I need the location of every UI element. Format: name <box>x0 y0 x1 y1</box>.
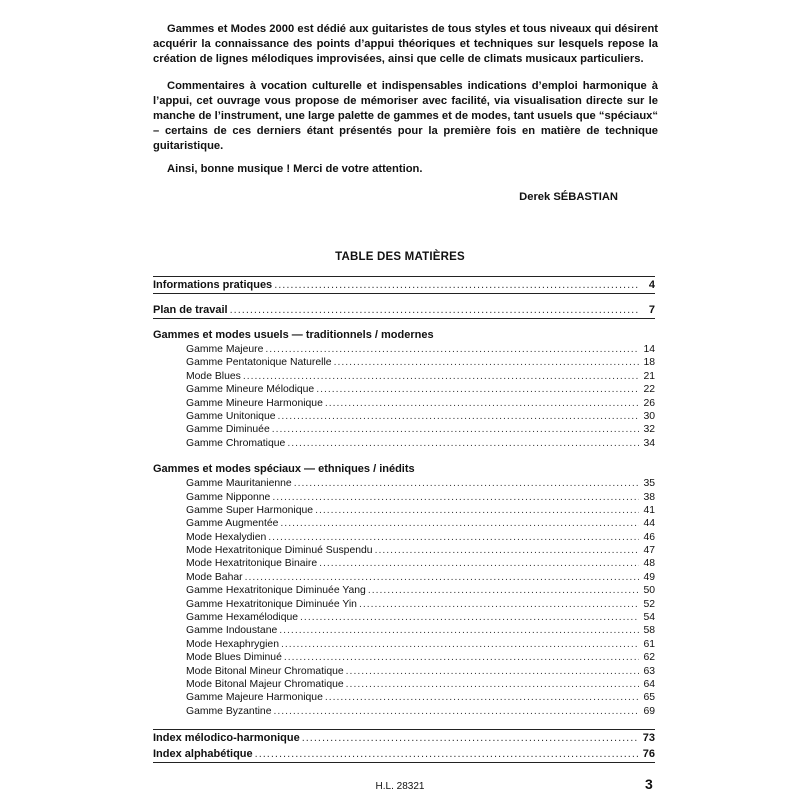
section-header-usuels: Gammes et modes usuels — traditionnels / modernes <box>153 329 434 341</box>
dot-leader <box>294 477 639 490</box>
toc-entry <box>153 705 655 718</box>
toc-entry-label: Mode Bahar <box>186 571 243 583</box>
toc-entry-page: 48 <box>643 558 655 570</box>
dot-leader <box>375 544 639 557</box>
toc-entry <box>153 678 655 691</box>
toc-entry <box>153 410 655 423</box>
dot-leader <box>280 517 639 530</box>
toc-entry-page: 26 <box>643 397 655 409</box>
toc-entry-page: 58 <box>643 625 655 637</box>
toc-entry <box>153 531 655 544</box>
toc-entry-label: Mode Blues Diminué <box>186 652 282 664</box>
toc-entry-page: 38 <box>643 491 655 503</box>
intro-text-3: Ainsi, bonne musique ! Merci de votre attention. <box>167 163 423 175</box>
toc-entry-label: Index alphabétique <box>153 748 253 761</box>
toc-entry <box>153 423 655 436</box>
dot-leader <box>319 557 639 570</box>
toc-entry-label: Plan de travail <box>153 304 228 316</box>
intro-paragraph-1 <box>153 22 658 67</box>
toc-entry-page: 61 <box>643 638 655 650</box>
toc-entry <box>153 651 655 664</box>
dot-leader <box>359 598 639 611</box>
divider <box>153 762 655 763</box>
toc-entry <box>153 691 655 704</box>
toc-entry-label: Gamme Pentatonique Naturelle <box>186 357 332 369</box>
toc-entry-page: 14 <box>643 344 655 355</box>
section-list-usuels <box>153 343 655 450</box>
dot-leader <box>279 624 639 637</box>
toc-entry-label: Gamme Majeure Harmonique <box>186 692 323 704</box>
toc-entry <box>153 383 655 396</box>
dot-leader <box>278 410 639 423</box>
toc-entry-label: Gamme Chromatique <box>186 437 286 449</box>
toc-entry <box>153 665 655 678</box>
toc-entry-label: Mode Hexatritonique Binaire <box>186 558 318 570</box>
toc-entry <box>153 544 655 557</box>
toc-entry-label: Mode Hexalydien <box>186 531 267 543</box>
toc-entry-page: 7 <box>648 304 655 316</box>
page-number: 3 <box>645 776 653 792</box>
toc-entry-page: 73 <box>642 732 655 745</box>
toc-title: TABLE DES MATIÈRES <box>335 251 465 263</box>
toc-entry-label: Gamme Hexamélodique <box>186 612 299 624</box>
dot-leader <box>316 383 639 396</box>
dot-leader <box>274 277 639 293</box>
intro-paragraph-2 <box>153 79 658 154</box>
toc-entry <box>153 517 655 530</box>
toc-entry <box>153 477 655 490</box>
toc-entry-plan-de-travail <box>153 302 655 318</box>
dot-leader <box>287 437 639 450</box>
dot-leader <box>273 705 639 718</box>
toc-entry-label: Gamme Mineure Harmonique <box>186 397 323 409</box>
toc-entry-page: 54 <box>643 612 655 624</box>
dot-leader <box>272 491 639 504</box>
toc-entry-label: Mode Blues <box>186 370 241 382</box>
intro-text-2: Commentaires à vocation culturelle et indispensables indications d’emploi harmonique à l’appui, cet ouvrage vous propose de mémoriser avec facilité, via visualisation directe sur le manche de l’instrument, une large palette de gammes et de modes, tant usuels que “spéciaux“ – certains de ces derniers étant présentés pour la première fois en matière de technique guitaristique. <box>153 80 658 152</box>
toc-entry-page: 34 <box>643 437 655 449</box>
toc-entry-page: 46 <box>643 531 655 543</box>
dot-leader <box>346 665 639 678</box>
toc-entry-label: Informations pratiques <box>153 279 273 291</box>
author-signature: Derek SÉBASTIAN <box>519 191 618 203</box>
toc-entry-page: 69 <box>643 705 655 717</box>
toc-entry <box>153 356 655 369</box>
toc-entry <box>153 370 655 383</box>
dot-leader <box>325 691 639 704</box>
toc-entry-label: Gamme Mineure Mélodique <box>186 384 315 396</box>
toc-entry-page: 62 <box>643 652 655 664</box>
toc-entry-label: Gamme Augmentée <box>186 518 279 530</box>
toc-entry <box>153 638 655 651</box>
dot-leader <box>284 651 639 664</box>
toc-entry-page: 76 <box>642 748 655 761</box>
dot-leader <box>268 531 639 544</box>
intro-paragraph-3 <box>153 162 658 177</box>
toc-entry-page: 4 <box>648 279 655 291</box>
dot-leader <box>368 584 639 597</box>
toc-entry-label: Gamme Byzantine <box>186 705 272 717</box>
toc-entry-label: Gamme Mauritanienne <box>186 478 292 490</box>
dot-leader <box>230 302 639 318</box>
dot-leader <box>281 638 639 651</box>
toc-entry-page: 35 <box>643 478 655 490</box>
footer-code: H.L. 28321 <box>375 781 425 792</box>
dot-leader <box>334 356 639 369</box>
toc-entry-page: 32 <box>643 424 655 436</box>
toc-entry-page: 44 <box>643 518 655 530</box>
toc-entry-page: 64 <box>643 678 655 690</box>
toc-entry <box>153 504 655 517</box>
dot-leader <box>346 678 639 691</box>
toc-entry <box>153 437 655 450</box>
dot-leader <box>245 571 639 584</box>
toc-entry <box>153 491 655 504</box>
toc-entry-page: 41 <box>643 504 655 516</box>
toc-entry-label: Index mélodico-harmonique <box>153 732 300 745</box>
toc-entry <box>153 584 655 597</box>
table-of-contents <box>153 276 655 763</box>
toc-entry-label: Gamme Nipponne <box>186 491 271 503</box>
dot-leader <box>243 370 639 383</box>
toc-entry-label: Gamme Indoustane <box>186 625 278 637</box>
toc-entry-page: 21 <box>643 370 655 382</box>
toc-entry-label: Gamme Unitonique <box>186 410 276 422</box>
toc-entry-label: Gamme Diminuée <box>186 424 270 436</box>
dot-leader <box>265 343 639 356</box>
dot-leader <box>300 611 639 624</box>
toc-entry-label: Gamme Super Harmonique <box>186 504 314 516</box>
toc-entry-label: Mode Hexatritonique Diminué Suspendu <box>186 545 373 557</box>
toc-entry-label: Gamme Majeure <box>186 344 264 355</box>
dot-leader <box>325 397 639 410</box>
toc-entry-index-alphabetique <box>153 746 655 762</box>
toc-entry-page: 22 <box>643 384 655 396</box>
toc-entry <box>153 557 655 570</box>
intro-text-1: Gammes et Modes 2000 est dédié aux guitaristes de tous styles et tous niveaux qui désirent acquérir la connaissance des points d’appui théoriques et techniques sur lesquels repose la création de lignes mélodiques improvisées, ainsi que celle de climats musicaux particuliers. <box>153 23 658 65</box>
dot-leader <box>302 730 639 746</box>
toc-entry-label: Mode Bitonal Mineur Chromatique <box>186 665 344 677</box>
dot-leader <box>315 504 639 517</box>
toc-entry-label: Mode Hexaphrygien <box>186 638 279 650</box>
toc-entry-label: Mode Bitonal Majeur Chromatique <box>186 678 344 690</box>
toc-entry-label: Gamme Hexatritonique Diminuée Yang <box>186 585 366 597</box>
toc-entry <box>153 624 655 637</box>
toc-entry-page: 30 <box>643 410 655 422</box>
dot-leader <box>255 746 639 762</box>
toc-entry-informations-pratiques <box>153 277 655 293</box>
toc-entry <box>153 343 655 356</box>
section-header-speciaux: Gammes et modes spéciaux — ethniques / inédits <box>153 463 415 476</box>
toc-entry <box>153 598 655 611</box>
dot-leader <box>272 423 639 436</box>
section-list-speciaux <box>153 477 655 718</box>
toc-entry-page: 63 <box>643 665 655 677</box>
toc-entry <box>153 571 655 584</box>
toc-entry-page: 18 <box>643 357 655 369</box>
toc-entry-page: 50 <box>643 585 655 597</box>
toc-entry-page: 49 <box>643 571 655 583</box>
toc-entry-page: 52 <box>643 598 655 610</box>
toc-entry-index-melodico-harmonique <box>153 730 655 746</box>
toc-entry <box>153 611 655 624</box>
toc-entry <box>153 397 655 410</box>
toc-entry-page: 65 <box>643 692 655 704</box>
toc-entry-label: Gamme Hexatritonique Diminuée Yin <box>186 598 357 610</box>
toc-entry-page: 47 <box>643 545 655 557</box>
